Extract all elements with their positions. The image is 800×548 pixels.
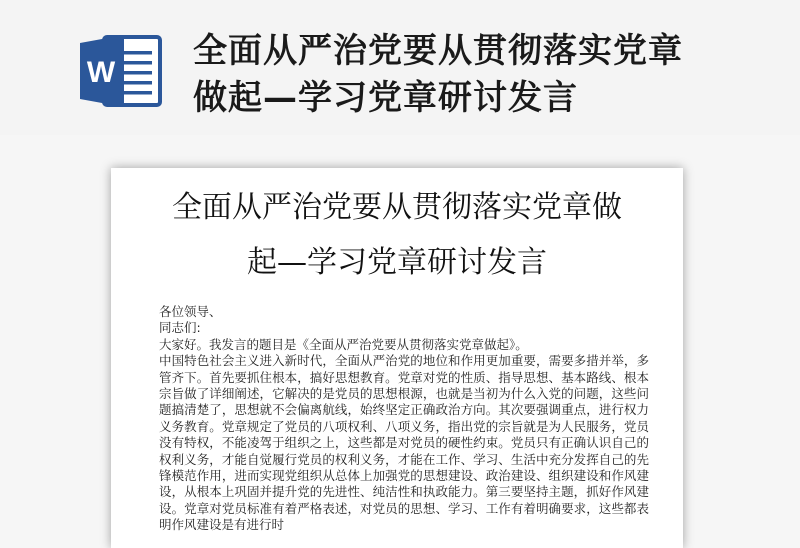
body-paragraph: 中国特色社会主义进入新时代，全面从严治党的地位和作用更加重要，需要多措并举，多管齐下。首先要抓住根本，搞好思想教育。党章对党的性质、指导思想、基本路线、根本宗旨做了详细阐述，它解决的是党员的思想根源，也就是当初为什么入党的问题，这些问题搞清楚了，思想就不会偏离航线，始终坚定正确政治方向。其次要强调重点，进行权力义务教育。党章规定了党员的八项权利、八项义务，指出党的宗旨就是为人民服务，党员没有特权，不能凌驾于组织之上，这些都是对党员的硬性约束。党员只有正确认识自己的权利义务，才能自觉履行党员的权利义务，才能在工作、学习、生活中充分发挥自己的先锋模范作用，进而实现党组织从总体上加强党的思想建设、政治建设、组织建设和作风建设，从根本上巩固并提升党的先进性、纯洁性和执政能力。第三要坚持主题，抓好作风建设。党章对党员标准有着严格表述，对党员的思想、学习、工作有着明确要求，这些都表明作风建设是有进行时	[159, 353, 649, 533]
body-paragraph: 大家好。我发言的题目是《全面从严治党要从贯彻落实党章做起》。	[159, 336, 528, 352]
document-title	[111, 180, 683, 290]
header-title-line1: 全面从严治党要从贯彻落实党章	[193, 31, 683, 71]
header-banner	[0, 0, 800, 135]
document-body	[159, 304, 649, 534]
document-title-line1: 全面从严治党要从贯彻落实党章做	[172, 190, 622, 225]
word-icon-letter: W	[86, 56, 116, 89]
word-doc-icon	[78, 33, 164, 109]
header-title-line2: 做起—学习党章研讨发言	[193, 78, 578, 118]
greeting-line: 各位领导、	[159, 304, 222, 319]
document-title-line2: 起—学习党章研讨发言	[247, 245, 547, 280]
document-page	[111, 168, 683, 548]
header-title	[193, 28, 773, 122]
greeting-line: 同志们:	[159, 320, 201, 336]
